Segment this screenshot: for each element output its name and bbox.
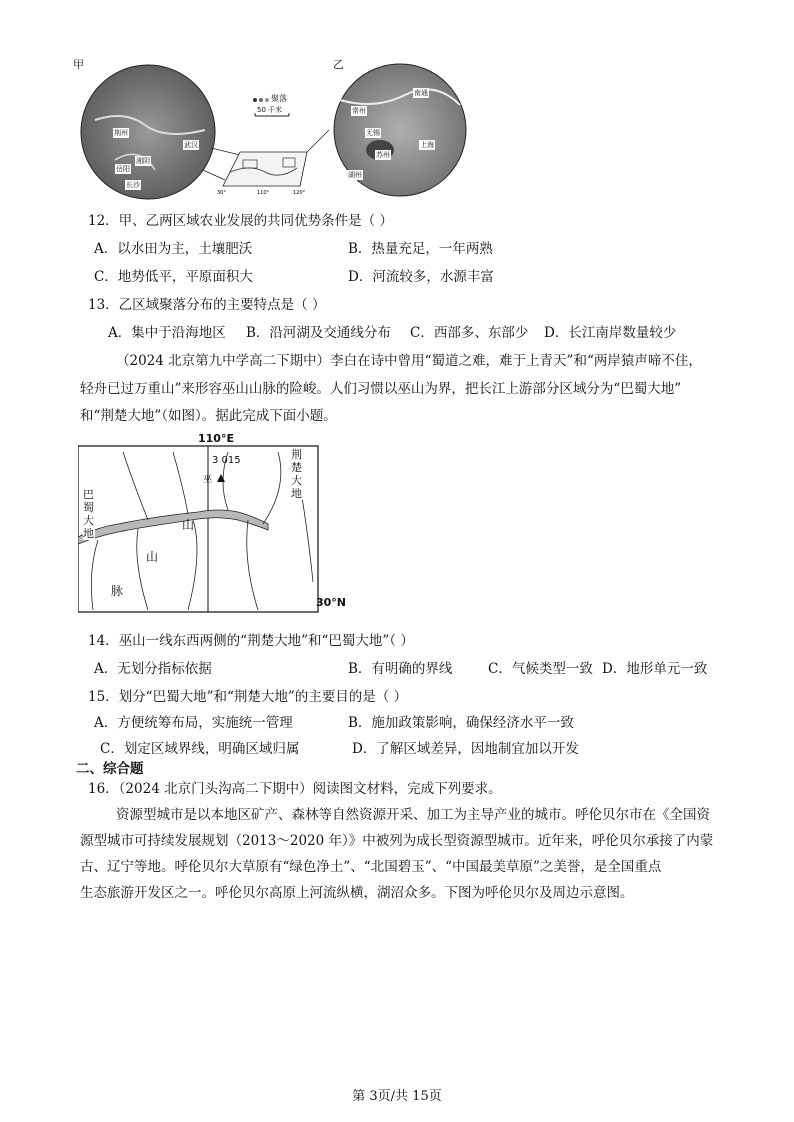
q16-paragraph-line: 生态旅游开发区之一。呼伦贝尔高原上河流纵横，湖沼众多。下图为呼伦贝尔及周边示意图。 xyxy=(80,885,634,901)
latitude-label: 30°N xyxy=(316,596,347,609)
q16-paragraph-line: 资源型城市是以本地区矿产、森林等自然资源开采、加工为主导产业的城市。呼伦贝尔市在《全国资 xyxy=(116,807,710,823)
q15-stem: 15．划分“巴蜀大地”和“荆楚大地”的主要目的是（ ） xyxy=(88,689,408,705)
page-number: 第 3页/共 15页 xyxy=(352,1089,442,1104)
svg-text:120°: 120° xyxy=(293,190,306,196)
q15-option-a: A．方便统筹布局，实施统一管理 xyxy=(94,715,293,731)
shan-label: 山 xyxy=(182,518,195,532)
place-label: 无锡 xyxy=(366,129,380,137)
q14-option-c: C．气候类型一致 xyxy=(488,661,593,677)
place-label: 上海 xyxy=(420,141,434,149)
wu-label: 巫 xyxy=(203,475,213,485)
place-label: 湘阴 xyxy=(136,157,150,165)
bashu-label: 巴 蜀 大 地 xyxy=(83,488,94,540)
place-label: 岳阳 xyxy=(116,165,130,173)
svg-text:30°: 30° xyxy=(217,190,226,196)
passage-line: 轻舟已过万重山”来形容巫山山脉的险峻。人们习惯以巫山为界，把长江上游部分区域分为“巴蜀大地” xyxy=(80,381,682,397)
q14-option-b: B．有明确的界线 xyxy=(348,661,453,677)
svg-text:110°: 110° xyxy=(257,190,270,196)
passage-line: （2024 北京第九中学高二下期中）李白在诗中曾用“蜀道之难，难于上青天”和“两岸猿声啼不住， xyxy=(116,353,702,369)
q14-stem: 14．巫山一线东西两侧的“荆楚大地”和“巴蜀大地”（ ） xyxy=(88,633,414,649)
q12-option-d: D．河流较多，水源丰富 xyxy=(348,269,494,285)
label-jia: 甲 xyxy=(73,58,84,71)
q15-option-d: D．了解区域差异，因地制宜加以开发 xyxy=(352,741,579,757)
place-label: 武汉 xyxy=(184,141,198,149)
figure-wushan-map xyxy=(78,432,347,617)
figure-regional-maps xyxy=(75,60,475,200)
q13-option-b: B．沿河湖及交通线分布 xyxy=(246,325,391,341)
place-label: 荆州 xyxy=(114,129,128,137)
q14-option-a: A．无划分指标依据 xyxy=(94,661,212,677)
q14-option-d: D．地形单元一致 xyxy=(602,661,708,677)
scale-label: 50 千米 xyxy=(257,106,283,114)
shan-label: 山 xyxy=(146,550,159,564)
label-yi: 乙 xyxy=(333,58,344,71)
jingchu-label: 荆 楚 大 地 xyxy=(291,448,302,500)
longitude-label: 110°E xyxy=(198,432,234,445)
legend-settlement: 聚落 xyxy=(271,94,287,103)
place-label: 湖州 xyxy=(348,171,362,179)
q13-option-c: C．西部多、东部少 xyxy=(410,325,529,341)
place-label: 南通 xyxy=(414,89,428,97)
section-title: 二、综合题 xyxy=(76,761,144,777)
map-inset xyxy=(223,152,307,186)
q12-option-b: B．热量充足，一年两熟 xyxy=(348,241,493,257)
q13-option-a: A．集中于沿海地区 xyxy=(108,325,226,341)
q16-paragraph-line: 古、辽宁等地。呼伦贝尔大草原有“绿色净土”、“北国碧玉”、“中国最美草原”之美誉，是全国重点 xyxy=(80,859,662,875)
q16-stem: 16．（2024 北京门头沟高二下期中）阅读图文材料，完成下列要求。 xyxy=(88,781,502,797)
peak-elevation: 3 015 xyxy=(212,455,241,466)
q13-option-d: D．长江南岸数量较少 xyxy=(544,325,677,341)
q12-stem: 12．甲、乙两区域农业发展的共同优势条件是（ ） xyxy=(88,213,393,229)
mai-label: 脉 xyxy=(111,584,124,598)
q15-option-b: B．施加政策影响，确保经济水平一致 xyxy=(348,715,574,731)
q12-option-c: C．地势低平，平原面积大 xyxy=(94,269,253,285)
regional-maps-svg xyxy=(75,60,475,200)
place-label: 苏州 xyxy=(376,151,390,159)
passage-line: 和“荆楚大地”（如图）。据此完成下面小题。 xyxy=(80,408,337,424)
q13-stem: 13．乙区域聚落分布的主要特点是（ ） xyxy=(88,297,326,313)
q12-option-a: A．以水田为主，土壤肥沃 xyxy=(94,241,253,257)
place-label: 常州 xyxy=(352,107,366,115)
q15-option-c: C．划定区域界线，明确区域归属 xyxy=(100,741,300,757)
place-label: 长沙 xyxy=(126,181,140,189)
q16-paragraph-line: 源型城市可持续发展规划（2013～2020 年）》中被列为成长型资源型城市。近年来，呼伦贝尔承接了内蒙 xyxy=(80,833,714,849)
